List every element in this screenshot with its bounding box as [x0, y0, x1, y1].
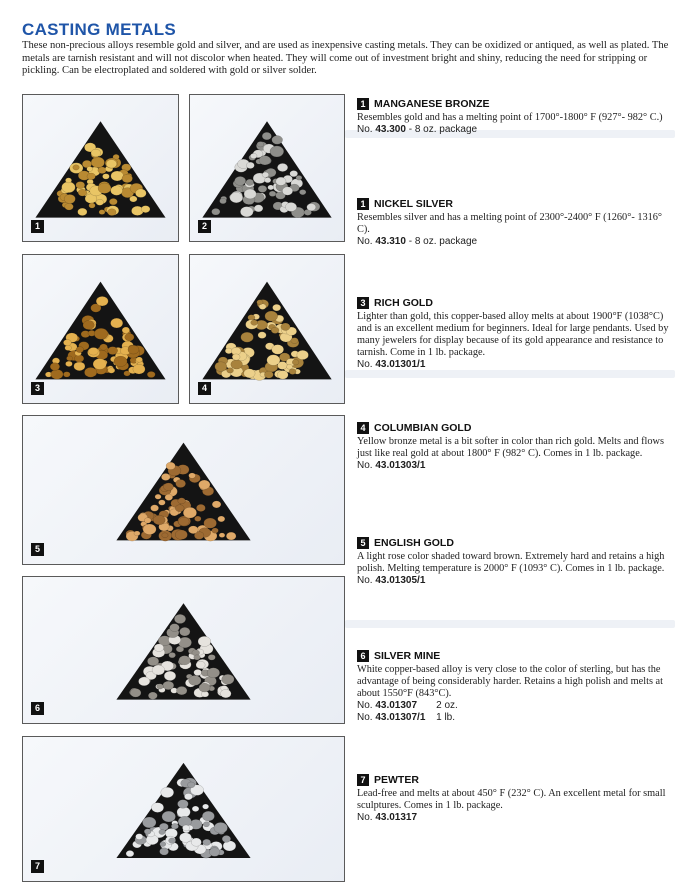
metal-pellet — [188, 526, 198, 534]
metal-pellet — [222, 674, 234, 684]
metal-pellet — [147, 657, 158, 666]
product-number-badge: 7 — [357, 774, 369, 786]
metal-pellet — [196, 504, 205, 511]
metal-pellet — [230, 192, 243, 202]
photo-number-badge: 2 — [198, 220, 211, 233]
product-name: COLUMBIAN GOLD — [374, 422, 472, 434]
item-code: 43.01303/1 — [375, 460, 426, 471]
metal-pellet — [175, 505, 184, 512]
photo-nickel-silver — [189, 94, 345, 242]
metal-pellet — [212, 528, 219, 533]
metal-pellet — [76, 182, 85, 189]
photo-number-badge: 1 — [31, 220, 44, 233]
photo-number-badge: 7 — [31, 860, 44, 873]
product-number-line — [357, 359, 675, 371]
item-code: 43.310 — [375, 236, 406, 247]
metal-pellet — [182, 825, 189, 831]
metal-pellet — [203, 839, 211, 845]
metal-pellet — [272, 136, 283, 145]
product-number-badge: 1 — [357, 198, 369, 210]
photo-number-badge: 5 — [31, 543, 44, 556]
product-number-line — [357, 712, 675, 724]
product-number-badge: 6 — [357, 650, 369, 662]
metal-pellet — [207, 668, 220, 678]
metal-pellet — [187, 782, 194, 788]
item-code: 43.01307 — [375, 700, 418, 711]
photo-number-badge: 6 — [31, 702, 44, 715]
metal-pile-image — [190, 255, 344, 403]
metal-pellet — [299, 190, 306, 195]
metal-pellet — [273, 304, 281, 311]
photo-pewter — [22, 736, 345, 882]
metal-pellet — [291, 338, 298, 344]
metal-pellet — [212, 208, 220, 215]
metal-pellet — [189, 675, 201, 685]
metal-pellet — [162, 533, 168, 538]
metal-pellet — [78, 208, 87, 215]
metal-pellet — [64, 194, 75, 203]
metal-pellet — [122, 174, 133, 182]
metal-pellet — [169, 838, 176, 844]
metal-pellet — [244, 369, 255, 378]
metal-pellet — [87, 173, 95, 180]
metal-pellet — [96, 199, 104, 205]
metal-pellet — [179, 627, 190, 636]
metal-pellet — [106, 160, 117, 168]
metal-pile-image — [190, 95, 344, 241]
metal-pellet — [160, 842, 166, 847]
item-code: 43.01301/1 — [375, 359, 426, 370]
metal-pellet — [66, 356, 72, 361]
metal-pellet — [220, 198, 227, 204]
metal-pellet — [204, 518, 217, 528]
metal-pellet — [89, 347, 99, 355]
metal-pellet — [87, 167, 93, 172]
metal-pellet — [151, 803, 163, 813]
item-no-prefix: No. — [357, 236, 373, 247]
product-name: MANGANESE BRONZE — [374, 98, 490, 110]
metal-pellet — [111, 318, 123, 328]
metal-pellet — [241, 332, 254, 342]
metal-pellet — [162, 811, 176, 822]
metal-pellet — [126, 850, 134, 856]
metal-pellet — [165, 494, 173, 500]
metal-pellet — [276, 177, 286, 185]
item-code: 43.01307/1 — [375, 712, 426, 723]
metal-pellet — [176, 686, 187, 694]
metal-pellet — [240, 207, 253, 217]
metal-pellet — [164, 671, 176, 680]
metal-pellet — [281, 323, 290, 330]
metal-pellet — [122, 327, 130, 333]
metal-pellet — [62, 182, 76, 193]
metal-pellet — [208, 654, 215, 660]
metal-pellet — [161, 473, 170, 480]
metal-pellet — [136, 357, 143, 362]
metal-pellet — [78, 189, 87, 196]
metal-pellet — [212, 501, 221, 508]
photo-rich-gold — [22, 254, 179, 404]
metal-pellet — [153, 515, 165, 525]
metal-pellet — [111, 171, 124, 181]
metal-pellet — [89, 203, 96, 208]
product-number-line — [357, 575, 675, 587]
metal-pellet — [136, 834, 143, 840]
metal-pellet — [94, 328, 108, 339]
metal-pellet — [226, 532, 236, 540]
metal-pellet — [133, 364, 145, 374]
metal-pellet — [194, 516, 201, 522]
metal-pellet — [51, 369, 63, 379]
metal-pellet — [179, 833, 191, 843]
metal-pellet — [214, 822, 228, 833]
item-no-prefix: No. — [357, 359, 373, 370]
product-number-badge: 3 — [357, 297, 369, 309]
metal-pellet — [174, 614, 185, 623]
metal-pellet — [296, 175, 302, 180]
metal-pellet — [63, 372, 70, 378]
metal-pile-image — [23, 577, 344, 723]
metal-pellet — [209, 848, 220, 857]
product-name: RICH GOLD — [374, 297, 433, 309]
metal-pellet — [142, 817, 156, 828]
product-name: NICKEL SILVER — [374, 198, 453, 210]
metal-pellet — [297, 350, 309, 359]
metal-pellet — [194, 655, 201, 660]
item-no-prefix: No. — [357, 812, 373, 823]
intro-paragraph: These non-precious alloys resemble gold and silver, and are used as inexpensive casting metals. They can be oxidized or antiqued, as well as plated. The metals are tarnish resistant and will not discolor when heated. They will come out of investment bright and shiny, reducing the need for stripping or pickling. Can be electroplated and soldered with gold or silver solder. — [22, 40, 669, 76]
metal-pellet — [160, 848, 169, 855]
metal-pellet — [268, 185, 274, 190]
item-package: 1 lb. — [436, 712, 456, 723]
metal-pellet — [194, 669, 202, 675]
metal-pellet — [307, 204, 316, 211]
metal-pellet — [272, 345, 284, 355]
metal-pellet — [151, 505, 159, 512]
metal-pellet — [50, 363, 60, 371]
product-heading — [357, 198, 675, 210]
metal-pellet — [143, 524, 156, 535]
metal-pellet — [215, 362, 227, 372]
metal-pellet — [267, 355, 280, 366]
metal-pellet — [199, 480, 210, 489]
metal-pellet — [111, 186, 123, 196]
metal-pellet — [202, 811, 214, 821]
metal-pellet — [73, 165, 80, 170]
metal-pellet — [262, 132, 271, 140]
metal-pellet — [196, 661, 205, 668]
product-nickel-silver — [357, 198, 675, 248]
metal-pellet — [285, 202, 296, 211]
photo-number-badge: 4 — [198, 382, 211, 395]
product-description: Resembles gold and has a melting point of 1700°-1800° F (927°- 982° C.) — [357, 112, 663, 123]
metal-pellet — [65, 361, 72, 367]
product-description: Lead-free and melts at about 450° F (232° C). An excellent metal for small sculptures. Comes in 1 lb. package. — [357, 788, 666, 811]
metal-pellet — [235, 176, 246, 185]
metal-pellet — [184, 793, 192, 800]
metal-pellet — [144, 518, 151, 524]
metal-pellet — [227, 368, 234, 373]
metal-pellet — [128, 345, 139, 354]
metal-pellet — [91, 149, 101, 157]
photo-silver-mine — [22, 576, 345, 724]
item-no-prefix: No. — [357, 700, 373, 711]
product-manganese-bronze — [357, 98, 675, 136]
product-heading — [357, 774, 675, 786]
metal-pellet — [199, 683, 210, 692]
metal-pellet — [166, 462, 175, 469]
metal-pellet — [178, 517, 189, 526]
product-columbian-gold — [357, 422, 675, 472]
metal-pellet — [157, 684, 164, 689]
product-description: White copper-based alloy is very close to the color of sterling, but has the advantage of being considerably harder. Retains a high polish and melts at about 1550°F (843°C). — [357, 664, 663, 699]
photo-english-gold — [22, 415, 345, 565]
metal-pellet — [83, 321, 94, 330]
metal-pellet — [176, 480, 186, 488]
metal-pellet — [154, 644, 164, 652]
product-number-line — [357, 460, 675, 472]
product-heading — [357, 650, 675, 662]
metal-pellet — [175, 530, 187, 540]
metal-pellet — [76, 347, 84, 353]
metal-pellet — [144, 829, 151, 835]
product-name: ENGLISH GOLD — [374, 537, 454, 549]
product-description: Yellow bronze metal is a bit softer in color than rich gold. Melts and flows just like real gold at about 1800° F (982° C). Comes in 1 lb. package. — [357, 436, 664, 459]
product-pewter — [357, 774, 675, 824]
item-no-prefix: No. — [357, 124, 373, 135]
showthrough-bar — [345, 620, 675, 628]
metal-pellet — [100, 344, 108, 350]
metal-pellet — [265, 311, 278, 321]
metal-pellet — [222, 835, 231, 842]
product-number-line — [357, 236, 675, 248]
metal-pellet — [192, 806, 199, 812]
metal-pellet — [244, 189, 256, 199]
metal-pellet — [96, 296, 108, 306]
product-description: Lighter than gold, this copper-based alloy melts at about 1900°F (1038°C) and is an excellent medium for beginners. Ideal for large pendants. Used by many jewelers for display because of its gold appearance and resistance to tarnish. Come in 1 lb. package. — [357, 311, 669, 358]
item-no-prefix: No. — [357, 460, 373, 471]
metal-pellet — [63, 339, 71, 345]
metal-pellet — [158, 500, 165, 506]
metal-pellet — [269, 191, 276, 197]
metal-pellet — [65, 178, 71, 183]
item-package: - 8 oz. package — [408, 124, 478, 135]
product-silver-mine — [357, 650, 675, 724]
metal-pellet — [262, 172, 269, 177]
metal-pellet — [198, 636, 211, 646]
metal-pellet — [93, 359, 106, 370]
product-number-badge: 1 — [357, 98, 369, 110]
product-heading — [357, 98, 675, 110]
metal-pellet — [98, 167, 106, 174]
metal-pellet — [277, 370, 288, 379]
metal-pellet — [219, 533, 225, 538]
metal-pile-image — [23, 255, 178, 403]
metal-pellet — [250, 153, 257, 158]
metal-pellet — [108, 209, 116, 216]
product-description: Resembles silver and has a melting point of 2300°-2400° F (1260°- 1316° C). — [357, 212, 663, 235]
metal-pellet — [65, 203, 74, 210]
item-code: 43.300 — [375, 124, 406, 135]
metal-pellet — [169, 652, 176, 658]
product-number-line — [357, 812, 675, 824]
metal-pellet — [258, 332, 266, 339]
metal-pellet — [259, 156, 271, 165]
item-no-prefix: No. — [357, 575, 373, 586]
product-rich-gold — [357, 297, 675, 371]
metal-pellet — [292, 359, 299, 365]
metal-pellet — [246, 162, 254, 169]
photo-columbian-gold — [189, 254, 345, 404]
product-heading — [357, 422, 675, 434]
metal-pellet — [231, 360, 243, 369]
metal-pellet — [155, 494, 161, 499]
metal-pellet — [277, 163, 287, 171]
metal-pile-image — [23, 416, 344, 564]
metal-pellet — [289, 369, 296, 375]
metal-pellet — [264, 177, 271, 182]
metal-pellet — [202, 804, 208, 809]
product-number-line — [357, 124, 675, 136]
metal-pellet — [203, 822, 209, 827]
item-package: 2 oz. — [436, 700, 458, 711]
metal-pellet — [257, 141, 264, 147]
metal-pellet — [257, 300, 263, 305]
metal-pellet — [177, 800, 188, 809]
item-no-prefix: No. — [357, 712, 373, 723]
metal-pellet — [164, 483, 174, 491]
metal-pellet — [191, 838, 201, 846]
metal-pellet — [183, 507, 196, 518]
metal-pellet — [148, 692, 157, 699]
metal-pellet — [152, 665, 165, 675]
metal-pellet — [130, 688, 141, 697]
metal-pellet — [147, 371, 155, 377]
metal-pellet — [159, 829, 165, 834]
item-package: - 8 oz. package — [408, 236, 478, 247]
metal-pellet — [91, 157, 104, 168]
metal-pellet — [264, 371, 273, 378]
metal-pellet — [125, 333, 134, 340]
metal-pellet — [135, 189, 146, 198]
metal-pellet — [114, 356, 127, 366]
product-name: SILVER MINE — [374, 650, 441, 662]
metal-pellet — [109, 198, 117, 205]
metal-pellet — [286, 364, 292, 369]
metal-pile-image — [23, 737, 344, 881]
metal-pellet — [251, 320, 258, 326]
metal-pellet — [246, 179, 254, 185]
product-number-badge: 4 — [357, 422, 369, 434]
photo-manganese-bronze — [22, 94, 179, 242]
product-heading — [357, 297, 675, 309]
metal-pellet — [189, 473, 196, 479]
metal-pellet — [161, 787, 174, 797]
metal-pellet — [108, 347, 118, 355]
item-code: 43.01317 — [375, 812, 418, 823]
metal-pellet — [139, 677, 150, 686]
metal-pellet — [134, 531, 140, 536]
metal-pellet — [74, 362, 85, 371]
metal-pellet — [108, 368, 115, 374]
page-title: CASTING METALS — [22, 20, 177, 39]
showthrough-bar — [345, 370, 675, 378]
metal-pellet — [102, 174, 109, 180]
metal-pellet — [179, 656, 191, 665]
metal-pellet — [271, 327, 279, 333]
metal-pellet — [218, 516, 225, 522]
product-name: PEWTER — [374, 774, 419, 786]
metal-pellet — [254, 205, 263, 212]
product-number-badge: 5 — [357, 537, 369, 549]
metal-pellet — [84, 367, 96, 377]
metal-pellet — [98, 183, 111, 193]
metal-pile-image — [23, 95, 178, 241]
photo-number-badge: 3 — [31, 382, 44, 395]
metal-pellet — [170, 624, 180, 632]
item-code: 43.01305/1 — [375, 575, 426, 586]
metal-pellet — [270, 146, 284, 157]
metal-pellet — [258, 185, 267, 192]
metal-pellet — [141, 206, 150, 213]
product-heading — [357, 537, 675, 549]
metal-pellet — [232, 354, 240, 360]
metal-pellet — [178, 498, 186, 504]
metal-pellet — [282, 187, 292, 195]
product-number-line — [357, 700, 675, 712]
product-english-gold — [357, 537, 675, 587]
metal-pellet — [220, 689, 231, 697]
product-description: A light rose color shaded toward brown. Extremely hard and retains a high polish. Melting temperature is 2000° F (1093° C). Comes in 1 lb. package. — [357, 551, 665, 574]
